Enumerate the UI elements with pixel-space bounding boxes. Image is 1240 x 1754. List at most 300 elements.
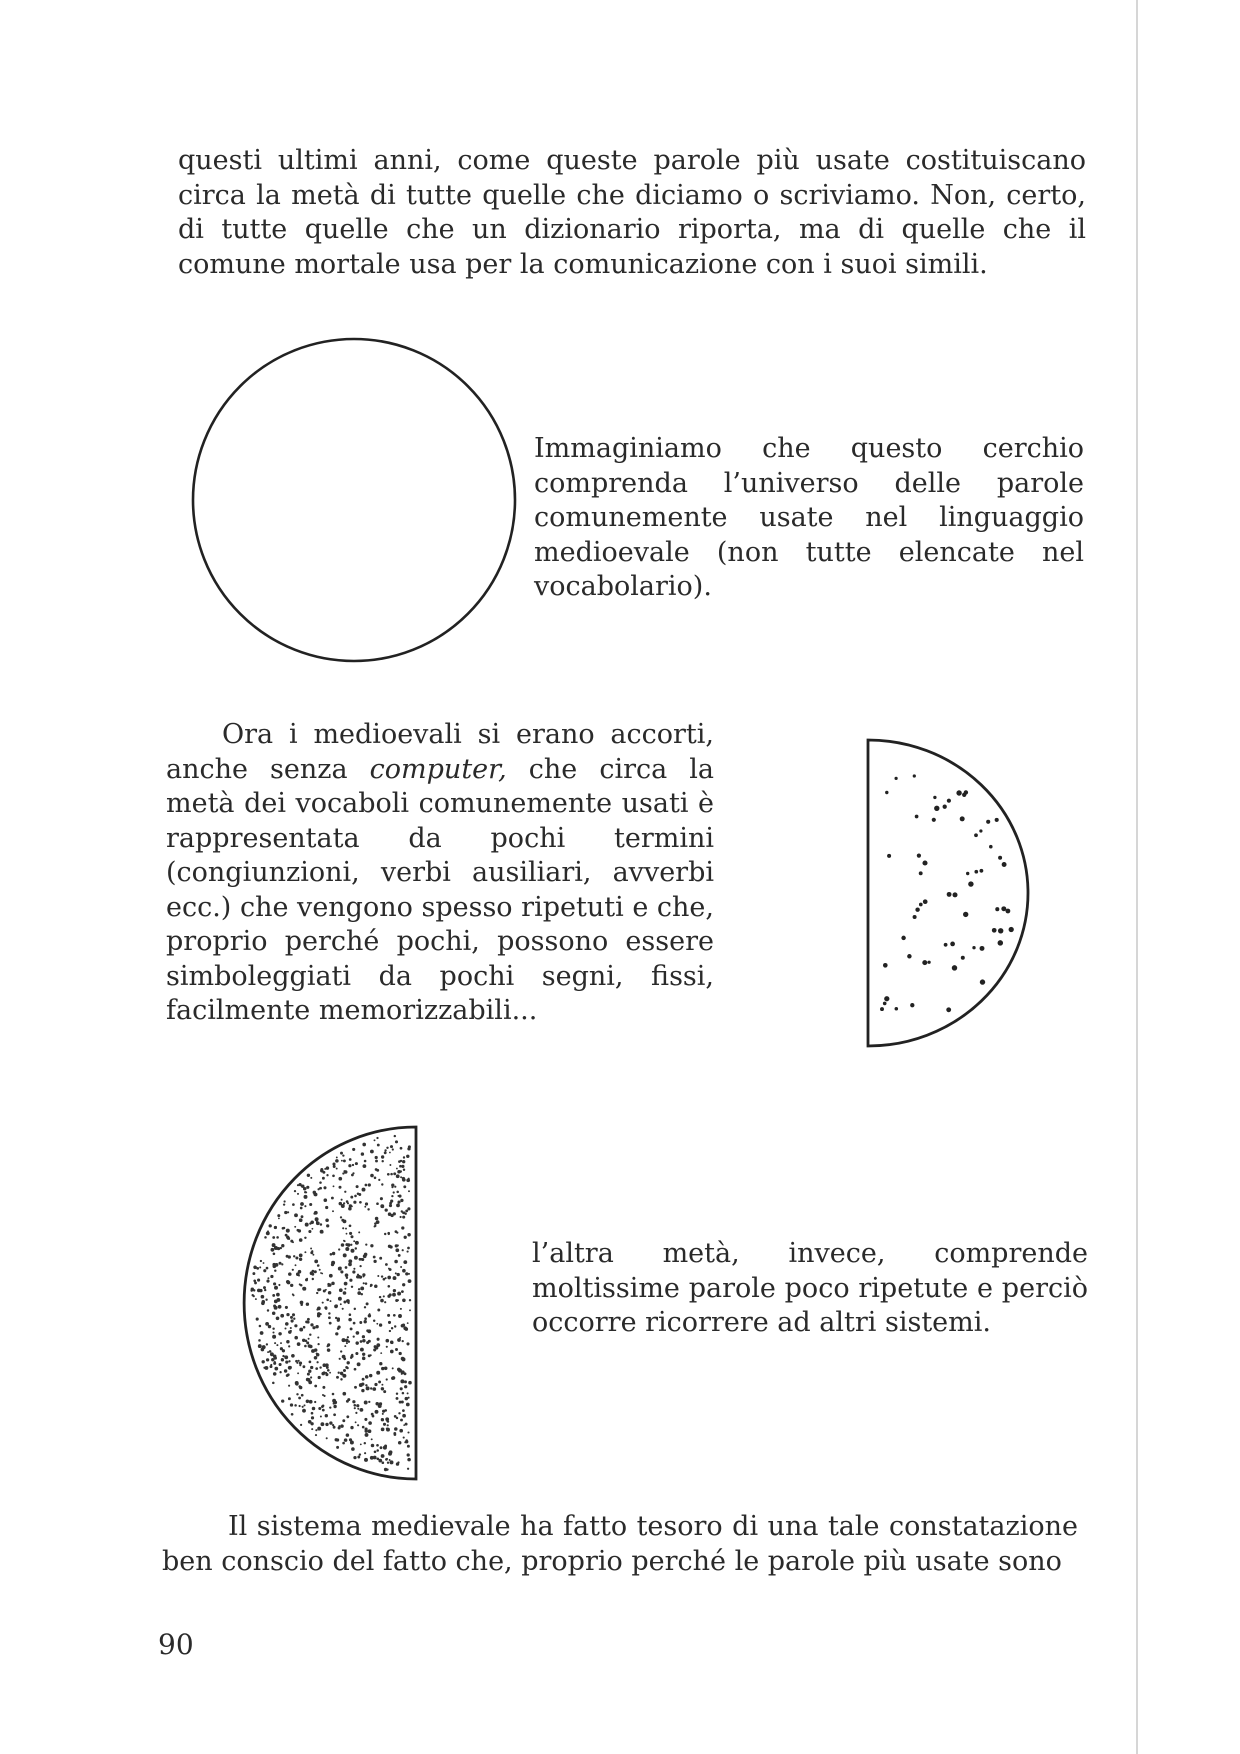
stipple-dot [311, 1412, 314, 1415]
stipple-dot [300, 1304, 303, 1307]
stipple-dot [357, 1193, 360, 1196]
stipple-dot [359, 1265, 361, 1267]
stipple-dot [270, 1275, 273, 1278]
stipple-dot [314, 1260, 318, 1264]
stipple-dot [387, 1173, 390, 1176]
stipple-dot [362, 1339, 365, 1342]
stipple-dot [286, 1229, 290, 1233]
stipple-dot [355, 1421, 357, 1423]
stipple-dot [344, 1282, 348, 1286]
stipple-dot [394, 1415, 397, 1418]
stipple-dot [366, 1302, 369, 1305]
stipple-dot [403, 1185, 406, 1188]
stipple-dot [260, 1260, 262, 1262]
stipple-dot [365, 1202, 368, 1205]
stipple-dot [394, 1186, 396, 1188]
stipple-dot [401, 1210, 403, 1212]
stipple-dot [407, 1458, 411, 1462]
stipple-dot [365, 1375, 369, 1379]
stipple-dot [343, 1253, 347, 1257]
stipple-dot [932, 818, 936, 822]
stipple-dot [309, 1400, 313, 1404]
stipple-dot [376, 1137, 378, 1139]
stipple-dot [302, 1339, 305, 1342]
stipple-dot [355, 1341, 358, 1344]
stipple-dot [278, 1332, 281, 1335]
stipple-dot [328, 1291, 332, 1295]
stipple-dot [382, 1410, 385, 1413]
stipple-dot [340, 1424, 344, 1428]
stipple-dot [409, 1309, 411, 1311]
stipple-dot [279, 1371, 281, 1373]
stipple-dot [320, 1422, 324, 1426]
stipple-dot [339, 1202, 342, 1205]
stipple-dot [319, 1187, 321, 1189]
stipple-dot [263, 1286, 266, 1289]
stipple-dot [340, 1152, 343, 1155]
stipple-dot [370, 1244, 373, 1247]
stipple-dot [285, 1322, 289, 1326]
stipple-dot [285, 1234, 288, 1237]
stipple-dot [258, 1344, 262, 1348]
stipple-dot [295, 1382, 299, 1386]
stipple-dot [380, 1197, 383, 1200]
stipple-dot [378, 1179, 380, 1181]
stipple-dot [291, 1413, 294, 1416]
stipple-dot [338, 1267, 342, 1271]
stipple-dot [343, 1170, 345, 1172]
stipple-dot [265, 1299, 267, 1301]
stipple-dot [383, 1295, 385, 1297]
stipple-dot [328, 1312, 330, 1314]
stipple-dot [400, 1199, 403, 1202]
stipple-dot [396, 1174, 400, 1178]
stipple-dot [401, 1226, 404, 1229]
stipple-dot [406, 1342, 409, 1345]
stipple-dot [313, 1191, 316, 1194]
stipple-dot [288, 1272, 292, 1276]
stipple-dot [297, 1372, 299, 1374]
stipple-dot [333, 1405, 336, 1408]
stipple-dot [297, 1193, 299, 1195]
stipple-dot [927, 961, 930, 964]
stipple-dot [256, 1318, 259, 1321]
stipple-dot [325, 1363, 329, 1367]
stipple-dot [355, 1162, 358, 1165]
stipple-dot [348, 1164, 351, 1167]
stipple-dot [398, 1314, 402, 1318]
stipple-dot [303, 1404, 305, 1406]
stipple-dot [884, 996, 889, 1001]
stipple-dot [329, 1372, 331, 1374]
stipple-dot [968, 881, 973, 886]
stipple-dot [350, 1196, 353, 1199]
stipple-dot [362, 1273, 365, 1276]
stipple-dot [312, 1326, 315, 1329]
stipple-dot [288, 1385, 290, 1387]
stipple-dot [330, 1300, 332, 1302]
stipple-dot [402, 1414, 406, 1418]
stipple-dot [383, 1423, 386, 1426]
stipple-dot [404, 1380, 407, 1383]
stipple-dot [391, 1184, 394, 1187]
stipple-dot [367, 1329, 371, 1333]
stipple-dot [341, 1160, 343, 1162]
stipple-dot [326, 1174, 328, 1176]
stipple-dot [396, 1168, 398, 1170]
stipple-dot [345, 1243, 348, 1246]
stipple-dot [309, 1333, 311, 1335]
stipple-dot [386, 1468, 388, 1470]
stipple-dot [368, 1421, 372, 1425]
full-circle-figure [193, 339, 515, 661]
stipple-dot [339, 1186, 342, 1189]
stipple-dot [287, 1211, 289, 1213]
stipple-dot [355, 1352, 358, 1355]
stipple-dot [407, 1322, 409, 1324]
stipple-dot [327, 1369, 330, 1372]
stipple-dot [390, 1350, 394, 1354]
stipple-dot [370, 1285, 372, 1287]
stipple-dot [404, 1441, 406, 1443]
stipple-dot [331, 1282, 335, 1286]
stipple-dot [342, 1442, 345, 1445]
stipple-dot [297, 1342, 301, 1346]
stipple-dot [315, 1217, 319, 1221]
stipple-dot [256, 1267, 259, 1270]
stipple-dot [885, 791, 888, 794]
stipple-dot [284, 1200, 286, 1202]
stipple-dot [386, 1378, 388, 1380]
stipple-dot [280, 1347, 283, 1350]
stipple-dot [351, 1447, 355, 1451]
stipple-dot [385, 1263, 388, 1266]
stipple-dot [388, 1212, 392, 1216]
stipple-dot [353, 1268, 355, 1270]
stipple-dot [352, 1164, 354, 1166]
stipple-dot [390, 1200, 393, 1203]
stipple-dot [964, 790, 968, 794]
stipple-dot [320, 1230, 324, 1234]
stipple-dot [278, 1284, 280, 1286]
stipple-dot [366, 1341, 369, 1344]
stipple-dot [359, 1276, 362, 1279]
stipple-dot [333, 1185, 335, 1187]
stipple-dot [310, 1422, 313, 1425]
stipple-dot [375, 1217, 379, 1221]
stipple-dot [322, 1394, 324, 1396]
stipple-dot [301, 1394, 304, 1397]
stipple-dot [315, 1367, 318, 1370]
stipple-dot [353, 1456, 356, 1459]
stipple-dot [326, 1166, 330, 1170]
stipple-dot [284, 1369, 287, 1372]
stipple-dot [343, 1202, 345, 1204]
stipple-dot [338, 1297, 342, 1301]
stipple-dot [342, 1392, 346, 1396]
stipple-dot [408, 1397, 410, 1399]
stipple-dot [327, 1349, 330, 1352]
stipple-dot [405, 1397, 409, 1401]
stipple-dot [361, 1389, 364, 1392]
stipple-dot [919, 903, 923, 907]
stipple-dot [310, 1221, 314, 1225]
stipple-dot [342, 1172, 344, 1174]
stipple-dot [346, 1342, 348, 1344]
stipple-dot [392, 1376, 396, 1380]
stipple-dot [1002, 862, 1007, 867]
stipple-dot [340, 1270, 343, 1273]
stipple-dot [362, 1335, 365, 1338]
stipple-dot [395, 1140, 398, 1143]
stipple-dot [376, 1343, 380, 1347]
stipple-dot [385, 1277, 387, 1279]
stipple-dot [401, 1373, 403, 1375]
stipple-dot [346, 1233, 348, 1235]
stipple-dot [316, 1361, 318, 1363]
stipple-dot [917, 853, 921, 857]
stipple-dot [356, 1331, 360, 1335]
stipple-dot [407, 1251, 409, 1253]
stipple-dot [915, 815, 919, 819]
stipple-dot [374, 1222, 377, 1225]
stipple-dot [389, 1330, 391, 1332]
stipple-dot [255, 1298, 257, 1300]
stipple-dot [390, 1145, 393, 1148]
stipple-dot [251, 1287, 254, 1290]
stipple-dot [308, 1381, 312, 1385]
stipple-dot [350, 1235, 353, 1238]
stipple-dot [393, 1432, 396, 1435]
stipple-dot [276, 1236, 279, 1239]
stipple-dot [272, 1236, 275, 1239]
stipple-dot [388, 1285, 391, 1288]
stipple-dot [263, 1269, 266, 1272]
stipple-dot [299, 1254, 303, 1258]
stipple-dot [274, 1269, 276, 1271]
stipple-dot [329, 1322, 332, 1325]
stipple-dot [341, 1373, 344, 1376]
stipple-dot [326, 1437, 328, 1439]
stipple-dot [406, 1439, 408, 1441]
stipple-dot [395, 1299, 398, 1302]
stipple-dot [311, 1228, 313, 1230]
stipple-dot [399, 1337, 401, 1339]
stipple-dot [364, 1320, 367, 1323]
stipple-dot [298, 1360, 300, 1362]
stipple-dot [349, 1224, 352, 1227]
stipple-dot [284, 1355, 288, 1359]
stipple-dot [389, 1459, 391, 1461]
stipple-dot [292, 1293, 294, 1295]
stipple-dot [259, 1266, 261, 1268]
stipple-dot [401, 1290, 404, 1293]
stipple-dot [402, 1340, 404, 1342]
stipple-dot [352, 1270, 355, 1273]
stipple-dot [363, 1164, 367, 1168]
stipple-dot [308, 1370, 311, 1373]
stipple-dot [327, 1343, 330, 1346]
stipple-dot [943, 805, 947, 809]
stipple-dot [366, 1386, 370, 1390]
stipple-dot [294, 1190, 296, 1192]
stipple-dot [280, 1342, 282, 1344]
stipple-dot [342, 1154, 344, 1156]
stipple-dot [276, 1298, 280, 1302]
stipple-dot [306, 1278, 308, 1280]
stipple-dot [376, 1202, 379, 1205]
stipple-dot [400, 1216, 402, 1218]
stipple-dot [398, 1254, 401, 1257]
stipple-dot [392, 1148, 394, 1150]
stipple-dot [402, 1177, 405, 1180]
stipple-dot [919, 871, 923, 875]
stipple-dot [950, 942, 955, 947]
stipple-dot [389, 1268, 392, 1271]
stipple-dot [274, 1361, 276, 1363]
stipple-dot [338, 1248, 340, 1250]
stipple-dot [979, 829, 982, 832]
stipple-dot [290, 1327, 292, 1329]
stipple-dot [281, 1263, 283, 1265]
stipple-dot [269, 1224, 272, 1227]
stipple-dot [326, 1224, 329, 1227]
stipple-dot [314, 1385, 317, 1388]
stipple-dot [341, 1243, 345, 1247]
stipple-dot [387, 1314, 390, 1317]
stipple-dot [373, 1320, 375, 1322]
stipple-dot [299, 1218, 303, 1222]
stipple-dot [269, 1350, 272, 1353]
stipple-dot [288, 1366, 292, 1370]
stipple-dot [952, 965, 957, 970]
stipple-dot [298, 1275, 300, 1277]
stipple-dot [308, 1338, 310, 1340]
stipple-dot [283, 1203, 285, 1205]
stipple-dot [986, 820, 990, 824]
stipple-dot [371, 1413, 374, 1416]
stipple-dot [305, 1223, 309, 1227]
stipple-dot [279, 1363, 282, 1366]
stipple-dot [381, 1183, 383, 1185]
stipple-dot [398, 1412, 400, 1414]
stipple-dot [342, 1227, 344, 1229]
paragraph-frequent-words [166, 718, 714, 1029]
stipple-dot [332, 1174, 335, 1177]
stipple-dot [358, 1231, 360, 1233]
stipple-dot [349, 1279, 352, 1282]
stipple-dot [907, 954, 911, 958]
paragraph-other-half: l’altra metà, invece, comprende moltissime parole poco ripetute e perciò occorre ricorrere ad altri sistemi. [532, 1238, 1088, 1338]
stipple-dot [374, 1383, 377, 1386]
stipple-dot [375, 1156, 378, 1159]
stipple-dot [387, 1276, 391, 1280]
stipple-dot [263, 1262, 265, 1264]
stipple-dot [307, 1373, 310, 1376]
stipple-dot [374, 1451, 377, 1454]
stipple-dot [278, 1218, 280, 1220]
stipple-dot [989, 845, 993, 849]
stipple-dot [294, 1324, 297, 1327]
stipple-dot [292, 1313, 295, 1316]
stipple-dot [305, 1191, 307, 1193]
stipple-dot [384, 1367, 388, 1371]
stipple-dot [336, 1156, 338, 1158]
stipple-dot [358, 1288, 360, 1290]
stipple-dot [370, 1174, 374, 1178]
stipple-dot [312, 1278, 314, 1280]
stipple-dot [309, 1361, 312, 1364]
stipple-dot [359, 1453, 361, 1455]
stipple-dot [274, 1342, 276, 1344]
stipple-dot [373, 1260, 376, 1263]
stipple-dot [306, 1378, 310, 1382]
stipple-dot [345, 1273, 349, 1277]
stipple-dot [391, 1327, 393, 1329]
stipple-dot [286, 1255, 289, 1258]
stipple-dot [400, 1379, 404, 1383]
stipple-dot [398, 1195, 401, 1198]
stipple-dot [343, 1301, 346, 1304]
stipple-dot [406, 1403, 410, 1407]
stipple-dot [307, 1174, 310, 1177]
stipple-dot [995, 907, 999, 911]
stipple-dot [357, 1456, 360, 1459]
stipple-dot [274, 1367, 278, 1371]
stipple-dot [956, 790, 961, 795]
stipple-dot [354, 1386, 357, 1389]
stipple-dot [356, 1275, 359, 1278]
stipple-dot [357, 1424, 359, 1426]
stipple-dot [1005, 909, 1010, 914]
stipple-dot [390, 1173, 393, 1176]
stipple-dot [348, 1341, 350, 1343]
paragraph-medieval-system: Il sistema medievale ha fatto tesoro di una tale constatazione ben conscio del fatto che, proprio perché le parole più usate sono [162, 1511, 1078, 1577]
stipple-dot [370, 1150, 374, 1154]
stipple-dot [354, 1256, 358, 1260]
stipple-dot [381, 1454, 385, 1458]
stipple-dot [295, 1264, 297, 1266]
stipple-dot [259, 1289, 262, 1292]
stipple-dot [322, 1409, 325, 1412]
stipple-dot [405, 1213, 407, 1215]
stipple-dot [346, 1415, 349, 1418]
stipple-dot [400, 1419, 403, 1422]
stipple-dot [336, 1446, 339, 1449]
stipple-dot [371, 1438, 373, 1440]
stipple-dot [285, 1361, 288, 1364]
stipple-dot [368, 1401, 370, 1403]
stipple-dot [304, 1237, 306, 1239]
stipple-dot [1009, 927, 1014, 932]
stipple-dot [913, 915, 917, 919]
stipple-dot [315, 1429, 317, 1431]
stipple-dot [944, 943, 948, 947]
stipple-dot [288, 1360, 290, 1362]
stipple-dot [995, 818, 999, 822]
stipple-dot [309, 1203, 312, 1206]
stipple-dot [368, 1354, 371, 1357]
stipple-dot [397, 1461, 399, 1463]
stipple-dot [267, 1277, 269, 1279]
stipple-dot [393, 1276, 397, 1280]
stipple-dot [361, 1152, 364, 1155]
stipple-dot [351, 1286, 353, 1288]
stipple-dot [260, 1331, 264, 1335]
stipple-dot [337, 1317, 340, 1320]
stipple-dot [380, 1204, 384, 1208]
stipple-dot [362, 1378, 365, 1381]
